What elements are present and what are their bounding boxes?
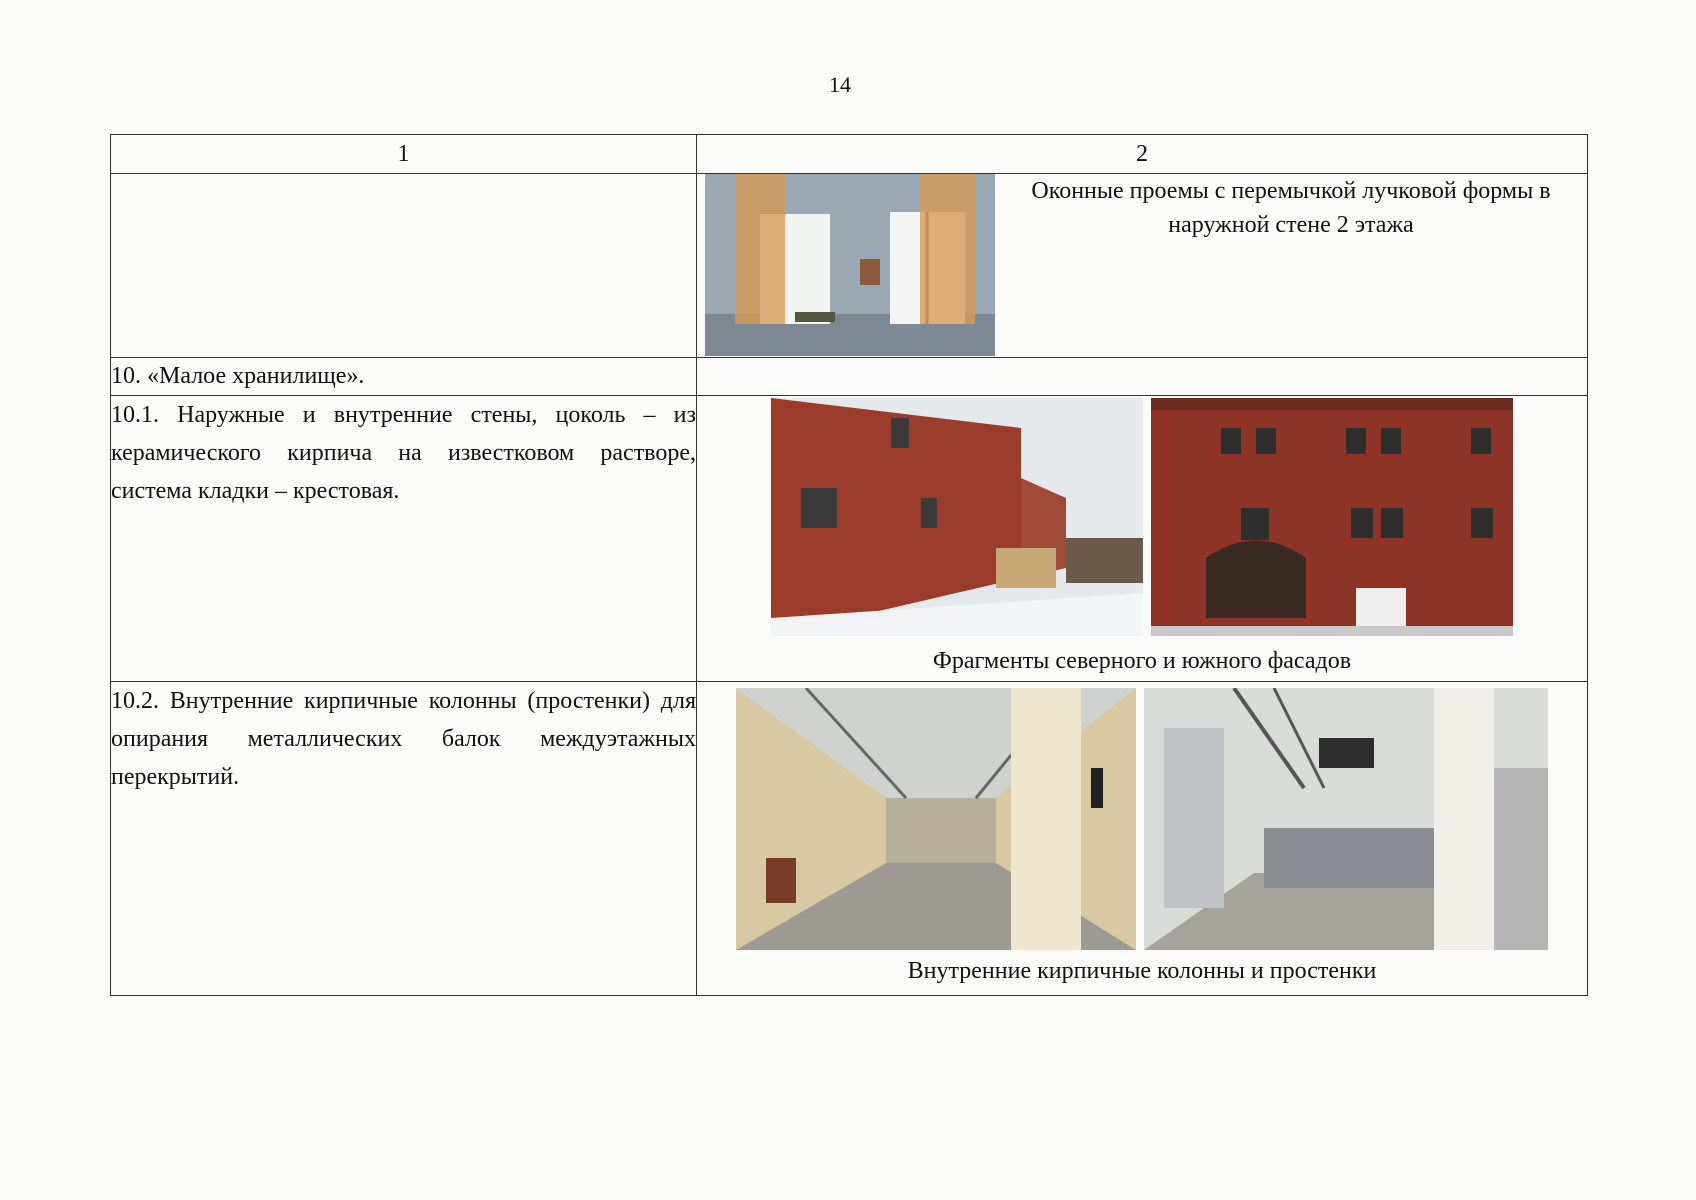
row-4-col-2 xyxy=(697,682,1588,996)
header-col-2: 2 xyxy=(697,135,1588,174)
interior-caption: Внутренние кирпичные колонны и простенки xyxy=(907,958,1377,984)
interior-hall-photo-left xyxy=(736,688,1136,950)
interior-windows-photo xyxy=(705,174,995,356)
facades-caption: Фрагменты северного и южного фасадов xyxy=(932,648,1352,674)
table-row xyxy=(111,682,1588,996)
document-table xyxy=(110,134,1588,996)
interior-hall-photo-right xyxy=(1144,688,1548,950)
row-1-col-1 xyxy=(111,174,697,358)
north-facade-photo xyxy=(771,398,1143,636)
row-2-col-2 xyxy=(697,358,1588,396)
table-row xyxy=(111,174,1588,358)
table-row xyxy=(111,396,1588,682)
header-col-1: 1 xyxy=(111,135,697,174)
table-header-row xyxy=(111,135,1588,174)
row-3-col-2 xyxy=(697,396,1588,682)
row-1-col-2 xyxy=(697,174,1588,358)
page-number: 14 xyxy=(829,72,851,97)
section-heading: 10. «Малое хранилище». xyxy=(111,358,697,396)
table-row xyxy=(111,358,1588,396)
south-facade-photo xyxy=(1151,398,1513,636)
windows-caption: Оконные проемы с перемычкой лучковой формы в наружной стене 2 этажа xyxy=(1031,178,1551,238)
item-10-2-text: 10.2. Внутренние кирпичные колонны (простенки) для опирания металлических балок междуэтажных перекрытий. xyxy=(111,682,697,996)
item-10-1-text: 10.1. Наружные и внутренние стены, цоколь – из керамического кирпича на известковом растворе, система кладки – крестовая. xyxy=(111,396,697,682)
